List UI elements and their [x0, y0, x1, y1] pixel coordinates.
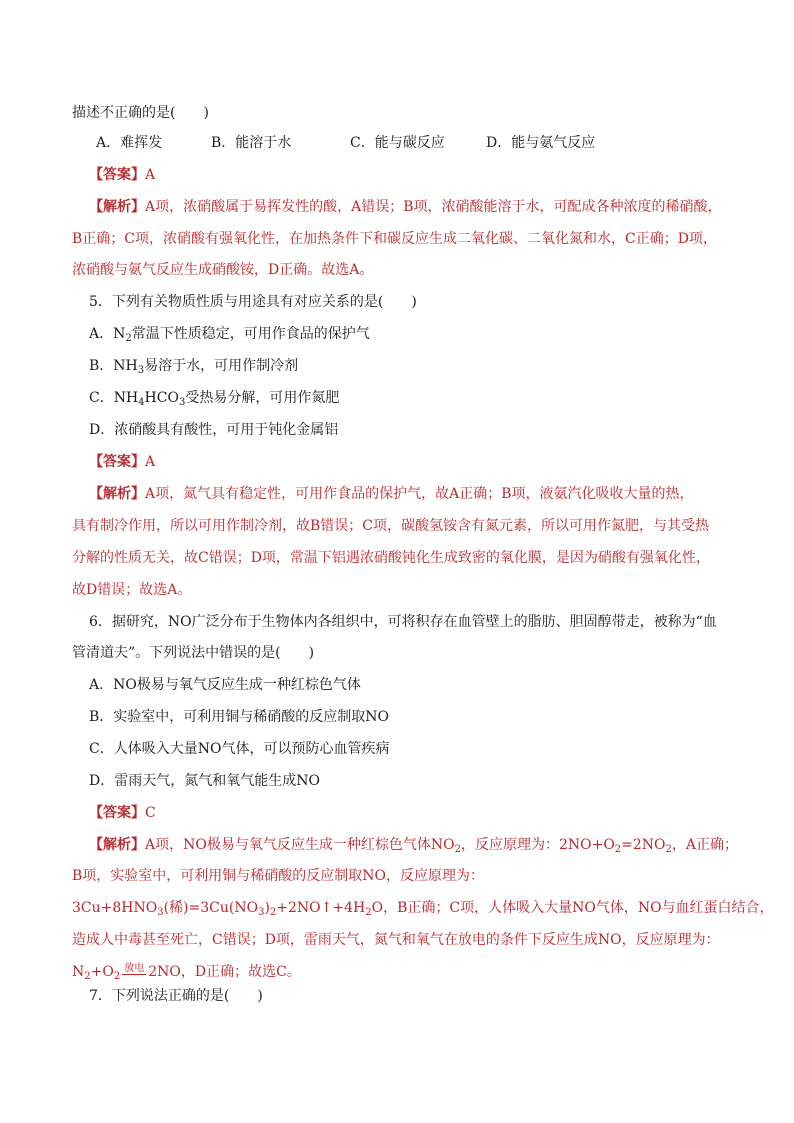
text: +O — [90, 964, 114, 980]
answer-tag: 【答案】 — [89, 805, 145, 821]
subscript: 3 — [178, 397, 186, 408]
analysis-tag: 【解析】 — [89, 837, 145, 853]
text: 常温下性质稳定，可用作食品的保护气 — [131, 326, 370, 342]
subscript: 3 — [157, 907, 164, 918]
analysis-text: A项，浓硝酸属于易挥发性的酸，A错误；B项，浓硝酸能溶于水，可配成各种浓度的稀硝酸， — [145, 199, 722, 215]
subscript: 2 — [269, 907, 277, 918]
q4-analysis-line-3: 浓硝酸与氨气反应生成硝酸铵，D正确。故选A。 — [72, 262, 374, 278]
q4-option-d: D．能与氨气反应 — [486, 135, 596, 151]
subscript: 3 — [137, 365, 145, 376]
q6-analysis-line-3 — [72, 898, 774, 918]
text: 易溶于水，可用作制冷剂 — [144, 358, 299, 374]
analysis-text: A项，氮气具有稳定性，可用作食品的保护气，故A正确；B项，液氨汽化吸收大量的热， — [145, 486, 694, 502]
text: A．N — [89, 326, 126, 342]
text: O，B正确；C项，人体吸入大量NO气体，NO与血红蛋白结合， — [371, 900, 774, 916]
q5-analysis-line-4: 故D错误；故选A。 — [72, 582, 192, 598]
text: A项，NO极易与氧气反应生成一种红棕色气体NO — [145, 837, 455, 853]
text: (稀)=3Cu(NO — [163, 900, 259, 916]
q5-stem: 5．下列有关物质性质与用途具有对应关系的是( ) — [89, 294, 417, 310]
answer-tag: 【答案】 — [89, 167, 145, 183]
subscript: 4 — [138, 397, 145, 408]
q5-option-b — [89, 356, 724, 376]
q6-answer — [89, 803, 724, 823]
q6-option-c: C．人体吸入大量NO气体，可以预防心血管疾病 — [89, 741, 390, 757]
q4-analysis-line-1 — [89, 197, 724, 217]
q6-analysis-line-4: 造成人中毒甚至死亡，C错误；D项，雷雨天气，氮气和氧气在放电的条件下反应生成NO，反应原理为： — [72, 932, 720, 948]
q5-analysis-line-1 — [89, 484, 724, 504]
answer-tag: 【答案】 — [89, 454, 145, 470]
q4-analysis-line-2: B正确；C项，浓硝酸有强氧化性，在加热条件下和碳反应生成二氧化碳、二氧化氮和水，C正确；D项， — [72, 231, 717, 247]
q4-option-a: A．难挥发 — [96, 135, 163, 151]
subscript: 2 — [454, 844, 461, 855]
q4-option-c: C．能与碳反应 — [350, 135, 445, 151]
q5-option-c — [89, 388, 724, 408]
q4-option-b: B．能溶于水 — [211, 135, 292, 151]
text: HCO — [144, 390, 179, 406]
q6-stem-line-2: 管清道夫”。下列说法中错误的是( ) — [72, 645, 315, 661]
text: +2NO↑+4H — [276, 900, 366, 916]
q6-option-b: B．实验室中，可利用铜与稀硝酸的反应制取NO — [89, 709, 390, 725]
answer-value: A — [145, 167, 156, 183]
q6-analysis-line-2: B项，实验室中，可利用铜与稀硝酸的反应制取NO，反应原理为： — [72, 868, 485, 884]
q5-option-a — [89, 324, 724, 344]
text: 受热易分解，可用作氮肥 — [185, 390, 340, 406]
analysis-tag: 【解析】 — [89, 486, 145, 502]
q4-answer — [89, 165, 724, 185]
subscript: 2 — [365, 907, 372, 918]
subscript: 2 — [113, 971, 121, 982]
q7-stem: 7．下列说法正确的是( ) — [89, 988, 263, 1004]
subscript: 2 — [125, 333, 132, 344]
text: =2NO — [621, 837, 666, 853]
text: N — [72, 964, 85, 980]
reaction-condition-label: 放电 — [124, 963, 145, 974]
q5-answer — [89, 452, 724, 472]
subscript: 2 — [665, 844, 672, 855]
q6-option-a: A．NO极易与氧气反应生成一种红棕色气体 — [89, 677, 361, 693]
question-stem-tail: 描述不正确的是( ) — [72, 105, 209, 121]
q5-analysis-line-2: 具有制冷作用，所以可用作制冷剂，故B错误；C项，碳酸氢铵含有氮元素，所以可用作氮肥，与其受热 — [72, 518, 709, 534]
q6-analysis-line-5 — [72, 962, 724, 982]
subscript: 3 — [258, 907, 265, 918]
text: B．NH — [89, 358, 138, 374]
q6-stem-line-1: 6．据研究，NO广泛分布于生物体内各组织中，可将积存在血管壁上的脂肪、胆固醇带走，被称为“血 — [89, 614, 717, 630]
text: ，反应原理为：2NO+O — [460, 837, 615, 853]
q5-option-d: D．浓硝酸具有酸性，可用于钝化金属铝 — [89, 422, 339, 438]
q5-analysis-line-3: 分解的性质无关，故C错误；D项，常温下铝遇浓硝酸钝化生成致密的氧化膜，是因为硝酸有强氧化性， — [72, 550, 710, 566]
subscript: 2 — [84, 971, 91, 982]
answer-value: A — [145, 454, 156, 470]
text: ，A正确； — [671, 837, 739, 853]
q6-option-d: D．雷雨天气，氮气和氧气能生成NO — [89, 773, 320, 789]
answer-value: C — [145, 805, 156, 821]
text: 2NO，D正确；故选C。 — [148, 964, 301, 980]
text: C．NH — [89, 390, 139, 406]
text: 3Cu+8HNO — [72, 900, 158, 916]
analysis-tag: 【解析】 — [89, 199, 145, 215]
q6-analysis-line-1 — [89, 835, 739, 855]
text: ) — [264, 900, 270, 916]
subscript: 2 — [614, 844, 622, 855]
